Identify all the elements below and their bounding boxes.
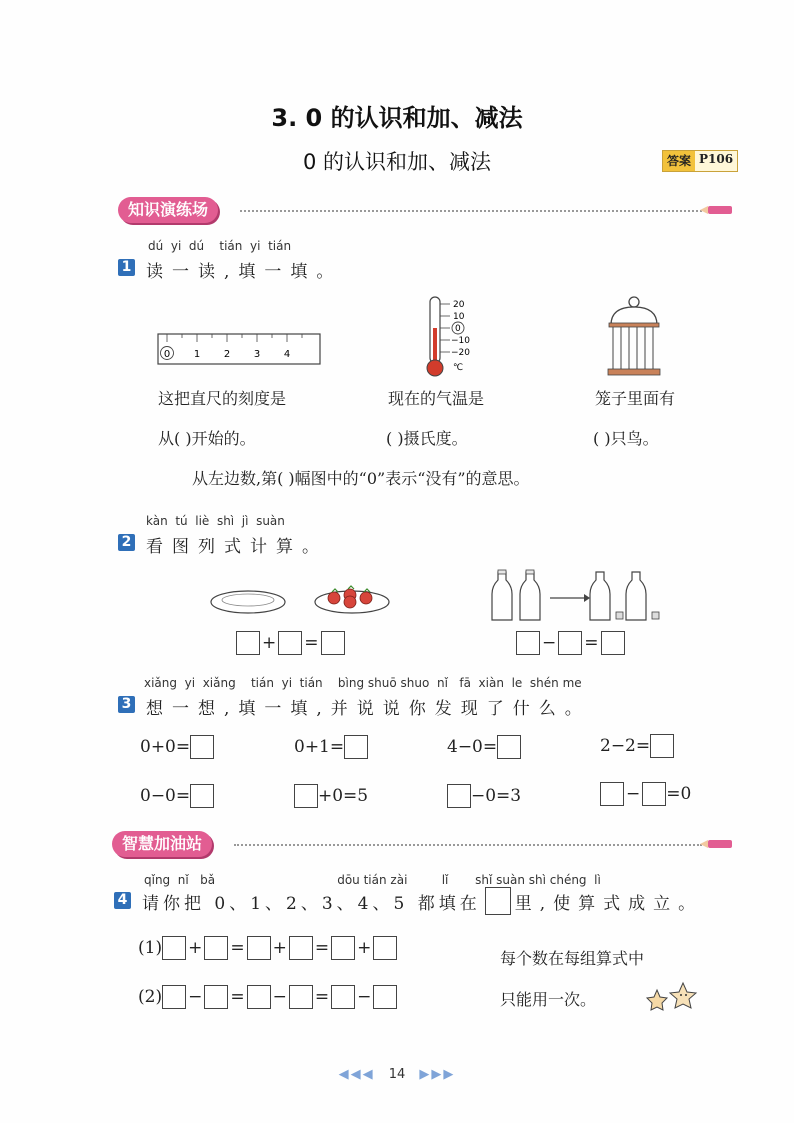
q4-row-2 <box>138 985 397 1009</box>
thermometer-image <box>418 294 488 382</box>
equation-text: 2−2= <box>600 736 651 756</box>
q3-pinyin: xiǎng yi xiǎng tián yi tián bìng shuō shuo nǐ fā xiàn le shén me <box>144 676 582 690</box>
minus-sign: − <box>542 633 557 653</box>
section-banner-challenge: 智慧加油站 <box>112 831 212 857</box>
q4-text-b: 里,使算式成立。 <box>514 893 704 914</box>
q4-number: 4 <box>114 892 131 909</box>
q3-equation-6 <box>294 784 368 808</box>
q1-summary: 从左边数,第( )幅图中的“0”表示“没有”的意思。 <box>192 469 530 488</box>
row-label: (2) <box>138 987 163 1007</box>
answer-box[interactable] <box>344 735 368 759</box>
equals-sign: = <box>314 987 330 1007</box>
q2-instruction: 看图列式计算。 <box>146 537 328 557</box>
q4-text-a: 请你把 0、1、2、3、4、5 都填在 <box>142 893 481 914</box>
caption-ruler-1: 这把直尺的刻度是 <box>158 389 287 408</box>
caption-thermo-1: 现在的气温是 <box>388 389 485 408</box>
answer-box[interactable] <box>247 985 271 1009</box>
section-divider <box>234 844 702 846</box>
answer-box[interactable] <box>321 631 345 655</box>
minus-sign: − <box>188 987 203 1007</box>
equation-text: 0+0= <box>140 737 191 757</box>
bottles-image <box>490 568 670 624</box>
page-footer <box>0 1067 794 1082</box>
q4-note-1: 每个数在每组算式中 <box>500 949 645 968</box>
equals-sign: = <box>304 633 319 653</box>
answer-box[interactable] <box>278 631 302 655</box>
q3-equation-3 <box>447 735 521 759</box>
answer-box[interactable] <box>236 631 260 655</box>
answer-box[interactable] <box>601 631 625 655</box>
section-divider <box>240 210 702 212</box>
q2-equation-plus <box>236 631 345 655</box>
row-label: (1) <box>138 938 163 958</box>
answer-box[interactable] <box>204 985 228 1009</box>
section-banner-practice: 知识演练场 <box>118 197 218 223</box>
q3-equation-2 <box>294 735 368 759</box>
q4-note-2: 只能用一次。 <box>500 990 597 1009</box>
ruler-tick-2: 2 <box>223 349 231 360</box>
answer-box[interactable] <box>600 782 624 806</box>
page-subtitle: 0 的认识和加、减法 <box>302 150 492 174</box>
answer-box[interactable] <box>162 985 186 1009</box>
q2-number: 2 <box>118 534 135 551</box>
q2-pinyin: kàn tú liè shì jì suàn <box>146 514 285 528</box>
caption-thermo-2: ( )摄氏度。 <box>386 429 468 448</box>
q3-equation-5 <box>140 784 214 808</box>
answer-box[interactable] <box>373 985 397 1009</box>
equation-text: =0 <box>666 784 692 804</box>
q3-equation-7 <box>447 784 521 808</box>
caption-cage-1: 笼子里面有 <box>595 389 676 408</box>
answer-box[interactable] <box>190 784 214 808</box>
answer-box[interactable] <box>331 985 355 1009</box>
answer-reference[interactable] <box>662 150 738 172</box>
plus-sign: + <box>262 633 277 653</box>
answer-box[interactable] <box>516 631 540 655</box>
answer-box[interactable] <box>247 936 271 960</box>
answer-box[interactable] <box>558 631 582 655</box>
example-box <box>485 887 511 915</box>
answer-box[interactable] <box>294 784 318 808</box>
q3-equation-1 <box>140 735 214 759</box>
pencil-icon <box>708 840 732 848</box>
page-number: 14 <box>388 1067 406 1082</box>
equals-sign: = <box>314 938 330 958</box>
ruler-tick-1: 1 <box>193 349 201 360</box>
q4-row-1 <box>138 936 397 960</box>
answer-page: P106 <box>695 151 737 171</box>
ruler-tick-4: 4 <box>283 349 291 360</box>
q4-pinyin: qǐng nǐ bǎ dōu tián zài lǐ shǐ suàn shì chéng lì <box>144 873 601 887</box>
thermo-tick-minus10: −10 <box>451 336 470 346</box>
q2-equation-minus <box>516 631 625 655</box>
ruler-tick-0: 0 <box>163 349 171 360</box>
caption-cage-2: ( )只鸟。 <box>593 429 659 448</box>
caption-ruler-2: 从( )开始的。 <box>158 429 256 448</box>
q1-instruction: 读一读,填一填。 <box>146 262 343 282</box>
equals-sign: = <box>230 938 245 958</box>
ruler-image <box>157 333 323 367</box>
thermo-tick-20: 20 <box>453 300 465 310</box>
q1-number: 1 <box>118 259 135 276</box>
answer-box[interactable] <box>289 936 313 960</box>
thermo-tick-0: 0 <box>455 324 461 334</box>
answer-box[interactable] <box>447 784 471 808</box>
answer-box[interactable] <box>190 735 214 759</box>
prev-arrows-icon: ◀◀◀ <box>338 1067 375 1082</box>
minus-sign: − <box>272 987 287 1007</box>
q3-number: 3 <box>118 696 135 713</box>
next-arrows-icon: ▶▶▶ <box>419 1067 456 1082</box>
answer-box[interactable] <box>331 936 355 960</box>
pencil-icon <box>708 206 732 214</box>
equals-sign: = <box>584 633 599 653</box>
plus-sign: + <box>272 938 287 958</box>
equation-text: 4−0= <box>447 737 498 757</box>
answer-box[interactable] <box>650 734 674 758</box>
answer-box[interactable] <box>289 985 313 1009</box>
minus-sign: − <box>357 987 372 1007</box>
plates-image <box>208 580 393 620</box>
equation-text: +0=5 <box>318 786 369 806</box>
answer-box[interactable] <box>204 936 228 960</box>
ruler-tick-3: 3 <box>253 349 261 360</box>
q1-pinyin: dú yi dú tián yi tián <box>148 239 292 253</box>
plus-sign: + <box>188 938 203 958</box>
answer-label: 答案 <box>663 151 695 171</box>
answer-box[interactable] <box>642 782 666 806</box>
plus-sign: + <box>357 938 372 958</box>
thermo-tick-minus20: −20 <box>451 348 470 358</box>
answer-box[interactable] <box>162 936 186 960</box>
equation-text: −0=3 <box>471 786 522 806</box>
arrow-icon <box>584 594 590 602</box>
star-mascot-icon <box>645 980 701 1014</box>
page-title: 3. 0 的认识和加、减法 <box>271 104 523 132</box>
q4-instruction <box>142 887 703 915</box>
birdcage-image <box>605 295 663 379</box>
thermo-unit: ℃ <box>453 363 464 373</box>
answer-box[interactable] <box>497 735 521 759</box>
q3-instruction: 想一想,填一填,并说说你发现了什么。 <box>146 699 591 719</box>
equals-sign: = <box>230 987 245 1007</box>
answer-box[interactable] <box>373 936 397 960</box>
equation-text: 0−0= <box>140 786 191 806</box>
q3-equation-8 <box>600 782 691 806</box>
minus-sign: − <box>626 784 641 804</box>
equation-text: 0+1= <box>294 737 345 757</box>
q3-equation-4 <box>600 734 674 758</box>
thermo-tick-10: 10 <box>453 312 465 322</box>
